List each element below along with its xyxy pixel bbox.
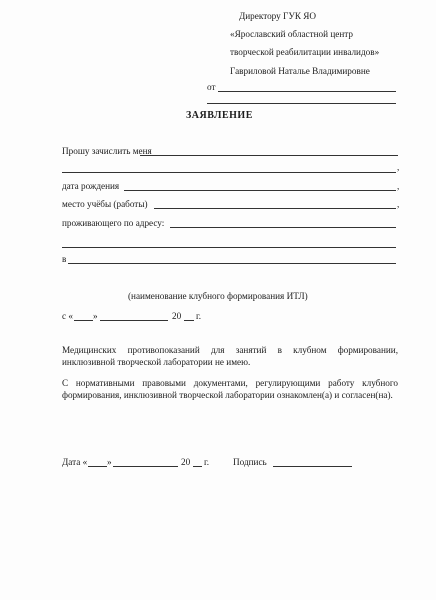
- footer-date-mid: »: [107, 457, 112, 467]
- addressee-line-4: Гавриловой Наталье Владимировне: [230, 66, 370, 76]
- enroll-name-field-2[interactable]: [62, 172, 396, 173]
- in-label: в: [62, 254, 67, 264]
- club-name-caption: (наименование клубного формирования ИТЛ): [128, 291, 308, 301]
- birth-date-field[interactable]: [124, 190, 396, 191]
- start-date-mid: »: [93, 311, 98, 321]
- addressee-line-2: «Ярославский областной центр: [230, 29, 353, 39]
- address-field[interactable]: [170, 227, 396, 228]
- comma-2: ,: [397, 181, 400, 191]
- start-year-field[interactable]: [184, 320, 194, 321]
- footer-day-field[interactable]: [88, 466, 107, 467]
- acknowledgement-statement: С нормативными правовыми документами, регулирующими работу клубного формирования, инклюзивной творческой лаборатории ознакомлен(а) и согласен(на).: [62, 378, 398, 400]
- address-field-2[interactable]: [62, 247, 396, 248]
- signature-field[interactable]: [273, 466, 352, 467]
- comma-3: ,: [397, 199, 400, 209]
- footer-date-year-prefix: 20: [181, 457, 191, 467]
- from-name-field[interactable]: [218, 91, 396, 92]
- comma-1: ,: [397, 162, 400, 172]
- signature-label: Подпись: [233, 457, 267, 467]
- document-title: ЗАЯВЛЕНИЕ: [186, 110, 253, 121]
- addressee-line-3: творческой реабилитации инвалидов»: [230, 47, 380, 57]
- start-day-field[interactable]: [74, 320, 93, 321]
- start-date-suffix: г.: [196, 311, 202, 321]
- from-label: от: [207, 82, 216, 92]
- study-place-label: место учёбы (работы): [62, 199, 148, 209]
- footer-date-prefix: Дата «: [62, 457, 88, 467]
- footer-month-field[interactable]: [113, 466, 178, 467]
- address-label: проживающего по адресу:: [62, 218, 165, 228]
- start-date-year-prefix: 20: [172, 311, 182, 321]
- study-place-field[interactable]: [154, 208, 396, 209]
- medical-statement: Медицинских противопоказаний для занятий в клубном формировании, инклюзивной творческой лаборатории не имею.: [62, 345, 398, 367]
- start-date-prefix: с «: [62, 311, 73, 321]
- club-name-field[interactable]: [68, 263, 396, 264]
- addressee-line-1: Директору ГУК ЯО: [239, 11, 317, 21]
- birth-date-label: дата рождения: [62, 181, 120, 191]
- start-month-field[interactable]: [100, 320, 168, 321]
- enroll-name-field[interactable]: [140, 155, 398, 156]
- from-name-field-2[interactable]: [207, 103, 396, 104]
- footer-year-field[interactable]: [193, 466, 202, 467]
- enroll-label: Прошу зачислить меня: [62, 146, 152, 156]
- footer-date-suffix: г.: [204, 457, 210, 467]
